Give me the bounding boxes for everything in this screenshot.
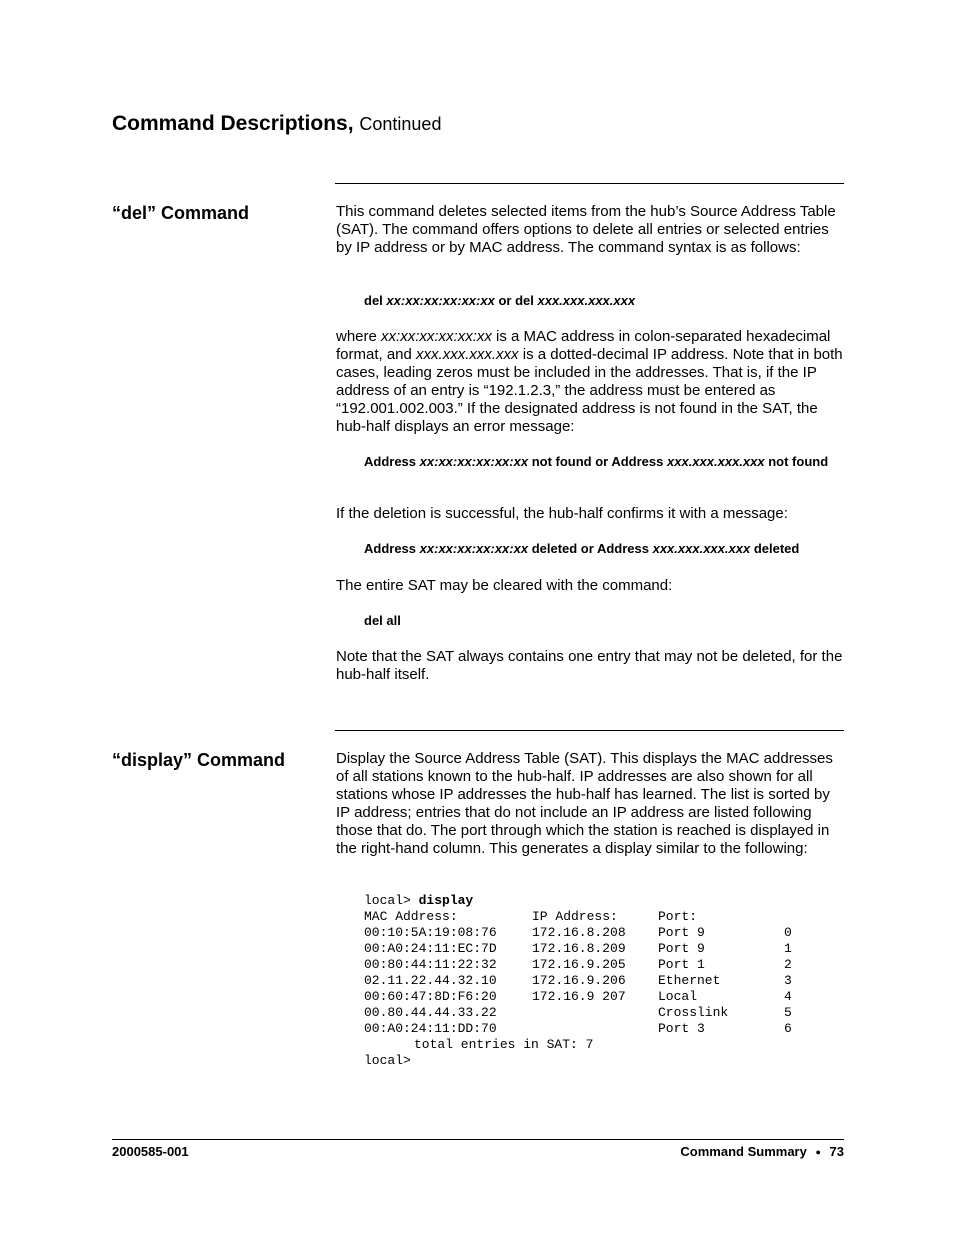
display-intro: Display the Source Address Table (SAT). This displays the MAC addresses of all stations known to the hub-half. IP addresses are also shown for all stations whose IP addresses the hub-half has learned. The list is sorted by IP address; entries that do not include an IP address are listed following those that do. The port through which the station is reached is displayed in the right-hand column. This generates a display similar to the following: [336, 750, 833, 857]
prompt: local> [364, 893, 411, 908]
port-cell: Port 9 [658, 941, 705, 956]
ip-cell: 172.16.9.206 [532, 973, 626, 988]
sat-header-row [364, 909, 792, 925]
where-mid: is a MAC address in colon-separated hexadecimal format, and [336, 328, 831, 363]
table-row [364, 973, 792, 989]
del-syntax [364, 293, 844, 309]
sat-display-output [364, 893, 792, 1069]
del-intro: This command deletes selected items from the hub’s Source Address Table (SAT). The command offers options to delete all entries or selected entries by IP address or by MAC address. The command syntax is as follows: [336, 203, 836, 256]
del-note: Note that the SAT always contains one entry that may not be deleted, for the hub-half itself. [336, 648, 843, 683]
index-cell: 6 [784, 1021, 792, 1036]
index-cell: 4 [784, 989, 792, 1004]
mac-cell: 00.80.44.44.33.22 [364, 1005, 497, 1020]
index-cell: 1 [784, 941, 792, 956]
sat-table [364, 909, 792, 1037]
index-cell: 5 [784, 1005, 792, 1020]
success-address: Address [364, 541, 417, 556]
page-title [112, 112, 441, 136]
mac-cell: 00:A0:24:11:DD:70 [364, 1021, 497, 1036]
footer-section: Command Summary [680, 1144, 807, 1159]
index-cell: 0 [784, 925, 792, 940]
sat-total: total entries in SAT: 7 [414, 1037, 594, 1052]
mac-cell: 02.11.22.44.32.10 [364, 973, 497, 988]
syntax-mac: xx:xx:xx:xx:xx:xx [386, 293, 495, 308]
footer-bullet-icon: ● [815, 1147, 821, 1157]
section-divider-del [335, 183, 844, 184]
del-error-message [364, 454, 844, 470]
index-cell: 3 [784, 973, 792, 988]
end-prompt: local> [364, 1053, 411, 1068]
success-end: deleted [753, 541, 800, 556]
ip-cell: 172.16.8.209 [532, 941, 626, 956]
port-cell: Port 9 [658, 925, 705, 940]
col-port-header: Port: [658, 909, 698, 924]
mac-cell: 00:A0:24:11:EC:7D [364, 941, 497, 956]
ip-cell: 172.16.9 207 [532, 989, 626, 1004]
ip-cell: 172.16.9.205 [532, 957, 626, 972]
where-pre: where [336, 328, 377, 345]
table-row [364, 989, 792, 1005]
footer-divider [112, 1139, 844, 1140]
port-cell: Ethernet [658, 973, 721, 988]
col-ip-header: IP Address: [532, 909, 618, 924]
error-end: not found [768, 454, 829, 469]
success-mac: xx:xx:xx:xx:xx:xx [419, 541, 529, 556]
error-address: Address [364, 454, 417, 469]
del-where-paragraph [336, 328, 844, 436]
del-clear-text: The entire SAT may be cleared with the command: [336, 577, 673, 594]
table-row [364, 925, 792, 941]
error-ip: xxx.xxx.xxx.xxx [667, 454, 765, 469]
index-cell: 2 [784, 957, 792, 972]
port-cell: Port 1 [658, 957, 705, 972]
page-title-suffix: Continued [359, 114, 442, 134]
prompt-line [364, 893, 792, 909]
table-row [364, 1021, 792, 1037]
where-post: is a dotted-decimal IP address. Note that in both cases, leading zeros must be included in the addresses. That is, if the IP address of an entry is “192.1.2.3,” the address must be entered as “192.001.002.003.” If the designated address is not found in the SAT, the hub-half displays an error message: [336, 346, 843, 435]
entered-command: display [418, 893, 474, 908]
port-cell: Crosslink [658, 1005, 729, 1020]
footer-doc-number: 2000585-001 [112, 1144, 189, 1159]
error-mac: xx:xx:xx:xx:xx:xx [419, 454, 529, 469]
section-heading-del: “del” Command [112, 203, 250, 223]
mac-cell: 00:60:47:8D:F6:20 [364, 989, 497, 1004]
col-index-header [784, 909, 792, 925]
where-mac: xx:xx:xx:xx:xx:xx [381, 328, 492, 345]
footer-page-number: 73 [829, 1144, 844, 1159]
table-row [364, 1005, 792, 1021]
success-mid: deleted or Address [531, 541, 649, 556]
section-divider-display [335, 730, 844, 731]
ip-cell [532, 1005, 658, 1021]
ip-cell [532, 1021, 658, 1037]
mac-cell: 00:10:5A:19:08:76 [364, 925, 497, 940]
success-ip: xxx.xxx.xxx.xxx [652, 541, 751, 556]
section-heading-display: “display” Command [112, 750, 286, 770]
del-success-text: If the deletion is successful, the hub-half confirms it with a message: [336, 505, 788, 522]
del-success-message [364, 541, 844, 557]
del-clear-command: del all [364, 613, 401, 628]
syntax-ip: xxx.xxx.xxx.xxx [537, 293, 636, 308]
port-cell: Local [658, 989, 698, 1004]
mac-cell: 00:80:44:11:22:32 [364, 957, 497, 972]
syntax-keyword: del [364, 293, 383, 308]
ip-cell: 172.16.8.208 [532, 925, 626, 940]
port-cell: Port 3 [658, 1021, 705, 1036]
page-title-main: Command Descriptions, [112, 112, 354, 135]
syntax-or: or del [498, 293, 534, 308]
error-mid: not found or Address [531, 454, 664, 469]
col-mac-header: MAC Address: [364, 909, 458, 924]
table-row [364, 941, 792, 957]
footer-page-info [680, 1144, 844, 1159]
where-ip: xxx.xxx.xxx.xxx [416, 346, 519, 363]
table-row [364, 957, 792, 973]
